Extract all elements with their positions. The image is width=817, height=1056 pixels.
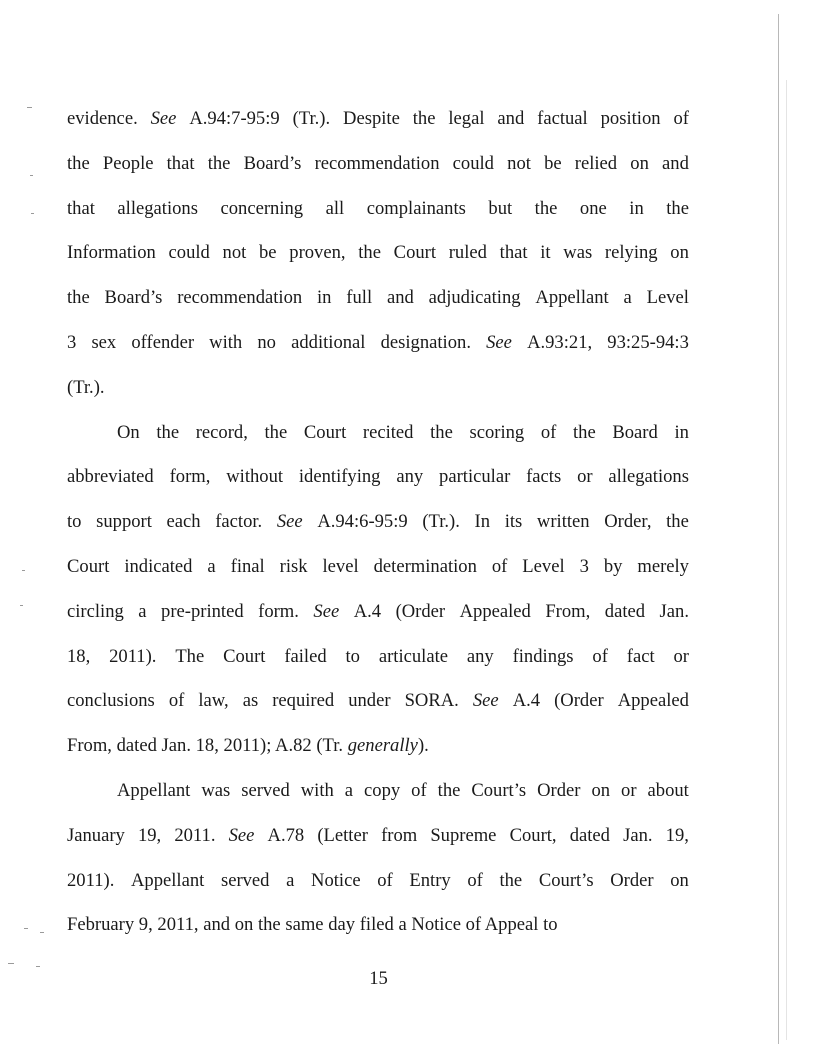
word: that [67,197,95,219]
word: Court’s [538,869,594,891]
text-line [67,276,689,321]
word: and [386,287,414,309]
word: from [381,824,418,846]
word: Board [612,421,658,443]
word: a [138,600,147,622]
word: (Order [395,600,446,622]
text-line [67,500,689,545]
word: all [325,197,345,219]
word: any [396,466,424,488]
word: 93:25-94:3 [607,331,689,353]
word: Court [303,421,347,443]
text-line [67,859,689,904]
word: one [579,197,607,219]
word: Court, [509,824,557,846]
text-line [67,142,689,187]
word: A.78 [267,824,305,846]
word: Court’s [471,779,527,801]
word: with [300,779,334,801]
word: a [207,555,216,577]
word: the [666,511,689,533]
word: the [499,869,523,891]
word: or [673,645,689,667]
word: scoring [469,421,525,443]
word: Level [646,287,689,309]
word: 3 [67,331,77,353]
word: Appellant [535,287,609,309]
word: under [348,690,391,712]
word: law, [198,690,229,712]
word: of [168,690,185,712]
binding-shadow [786,80,787,1040]
word: (Order [554,690,604,712]
word: the [207,152,231,174]
text-line [67,679,689,724]
word: allegations [608,466,689,488]
text-line [67,590,689,635]
word: form, [169,466,211,488]
word: Level [522,555,565,577]
word: relied [574,152,618,174]
word: of [540,421,557,443]
word: abbreviated [67,466,154,488]
word: Appealed [617,690,689,712]
scan-mark [24,928,28,929]
word: each [166,511,201,533]
word: From, [545,600,591,622]
word: the [67,152,90,174]
word: A.93:21, [527,331,593,353]
word: Supreme [430,824,497,846]
word: or [577,466,593,488]
word: Board’s [104,287,163,309]
text-line [67,321,689,366]
word: circling [67,600,124,622]
word: See [150,108,177,129]
word: no [257,331,276,353]
word: determination [373,555,477,577]
word: fact [626,645,655,667]
word: of [467,869,483,891]
word: of [377,869,393,891]
word: the [264,421,288,443]
word: a [344,779,354,801]
word: Entry [409,869,451,891]
word: written [536,511,590,533]
word: without [226,466,284,488]
word: with [209,331,243,353]
word: 2011). [109,645,157,667]
text-line [67,231,689,276]
word: the [412,108,436,129]
word: in [674,421,689,443]
word: and [662,152,689,174]
word: conclusions [67,690,155,712]
text-line [67,97,689,142]
word: pre-printed [161,600,244,622]
word: failed [284,645,327,667]
word: 18, [67,645,91,667]
word: See [276,511,303,533]
text-line [67,187,689,232]
word: of [673,108,689,129]
word: designation. [380,331,471,353]
word: indicated [124,555,193,577]
word: adjudicating [428,287,521,309]
word: was [201,779,231,801]
word: could [452,152,494,174]
word: Jan. [623,824,653,846]
word: required [272,690,335,712]
scan-mark [30,175,33,176]
word: or [621,779,637,801]
text-line [67,411,689,456]
word: evidence. [67,108,138,129]
word: by [603,555,623,577]
word: See [313,600,340,622]
word: recommendation [314,152,440,174]
word: position [600,108,661,129]
word: could [168,242,210,264]
word: Appealed [459,600,531,622]
word: Court [67,555,110,577]
word: dated [604,600,646,622]
scan-mark [22,570,25,571]
word: (Tr.). [422,511,460,533]
text-line [67,769,689,814]
word: findings [512,645,574,667]
word: the [67,287,90,309]
scan-mark [36,966,40,967]
word: on [591,779,611,801]
word: any [466,645,494,667]
word: Court [393,242,437,264]
word: Order, [604,511,652,533]
word: Board’s [243,152,302,174]
word: be [544,152,562,174]
text-line [67,545,689,590]
binding-edge [778,14,779,1044]
word: relying [604,242,658,264]
word: the [534,197,558,219]
word: to [67,511,82,533]
word: (Tr.). [292,108,331,129]
word: level [322,555,359,577]
word: a [623,287,632,309]
word: dated [569,824,610,846]
word: served [241,779,290,801]
word: In [474,511,491,533]
word: to [345,645,360,667]
word: was [563,242,593,264]
word: Order [610,869,654,891]
word: A.94:6-95:9 [317,511,408,533]
word: the [573,421,596,443]
word: Appellant [117,779,191,801]
word: in [317,287,332,309]
word: The [175,645,205,667]
text-line [67,635,689,680]
word: (Letter [317,824,368,846]
word: the [358,242,381,264]
word: On [117,421,140,443]
word: complainants [366,197,466,219]
word: A.94:7-95:9 [189,108,280,129]
scan-mark [8,963,14,964]
word: Order [537,779,581,801]
word: not [222,242,247,264]
word: risk [279,555,308,577]
word: as [242,690,259,712]
text-line [67,814,689,859]
word: and [497,108,525,129]
text-line: From, dated Jan. 18, 2011); A.82 (Tr. generally). [67,735,429,757]
word: particular [439,466,511,488]
word: sex [91,331,117,353]
word: 2011. [174,824,216,846]
word: a [286,869,295,891]
word: support [96,511,152,533]
word: full [346,287,373,309]
word: Court [223,645,266,667]
body-text [67,97,689,948]
word: offender [131,331,195,353]
word: 19, [137,824,162,846]
word: on [670,869,689,891]
scan-mark [31,213,34,214]
word: it [540,242,551,264]
word: Notice [311,869,361,891]
word: 19, [665,824,689,846]
word: its [504,511,523,533]
word: that [499,242,528,264]
word: See [228,824,255,846]
word: be [259,242,277,264]
word: proven, [289,242,346,264]
text-line: February 9, 2011, and on the same day filed a Notice of Appeal to [67,914,558,936]
word: A.4 [353,600,382,622]
word: the [156,421,180,443]
word: in [629,197,644,219]
word: additional [291,331,366,353]
word: that [166,152,195,174]
word: the [666,197,689,219]
word: January [67,824,125,846]
word: on [630,152,649,174]
word: 3 [579,555,589,577]
word: People [102,152,154,174]
text-line [67,455,689,500]
word: See [472,690,499,712]
word: Jan. [659,600,689,622]
word: ruled [448,242,487,264]
word: factor. [215,511,263,533]
page-number: 15 [369,968,388,989]
word: about [647,779,689,801]
scan-mark [27,107,32,108]
scan-mark [20,605,23,606]
word: facts [526,466,562,488]
word: A.4 [512,690,541,712]
word: the [437,779,461,801]
word: recited [362,421,414,443]
word: record, [195,421,248,443]
word: concerning [220,197,304,219]
word: form. [258,600,299,622]
word: 2011). [67,869,115,891]
word: recommendation [177,287,303,309]
word: served [220,869,270,891]
word: of [411,779,427,801]
word: final [230,555,265,577]
word: copy [364,779,401,801]
scan-mark [40,932,44,933]
word: merely [637,555,689,577]
word: allegations [117,197,198,219]
word: See [486,331,512,353]
word: of [592,645,608,667]
word: legal [448,108,485,129]
word: factual [537,108,588,129]
word: of [491,555,508,577]
word: on [670,242,689,264]
text-line: (Tr.). [67,376,105,398]
word: articulate [378,645,448,667]
word: the [430,421,453,443]
word: Despite [343,108,400,129]
word: but [488,197,513,219]
word: identifying [298,466,381,488]
word: Appellant [130,869,205,891]
word: Information [67,242,156,264]
word: not [507,152,531,174]
word: SORA. [404,690,459,712]
